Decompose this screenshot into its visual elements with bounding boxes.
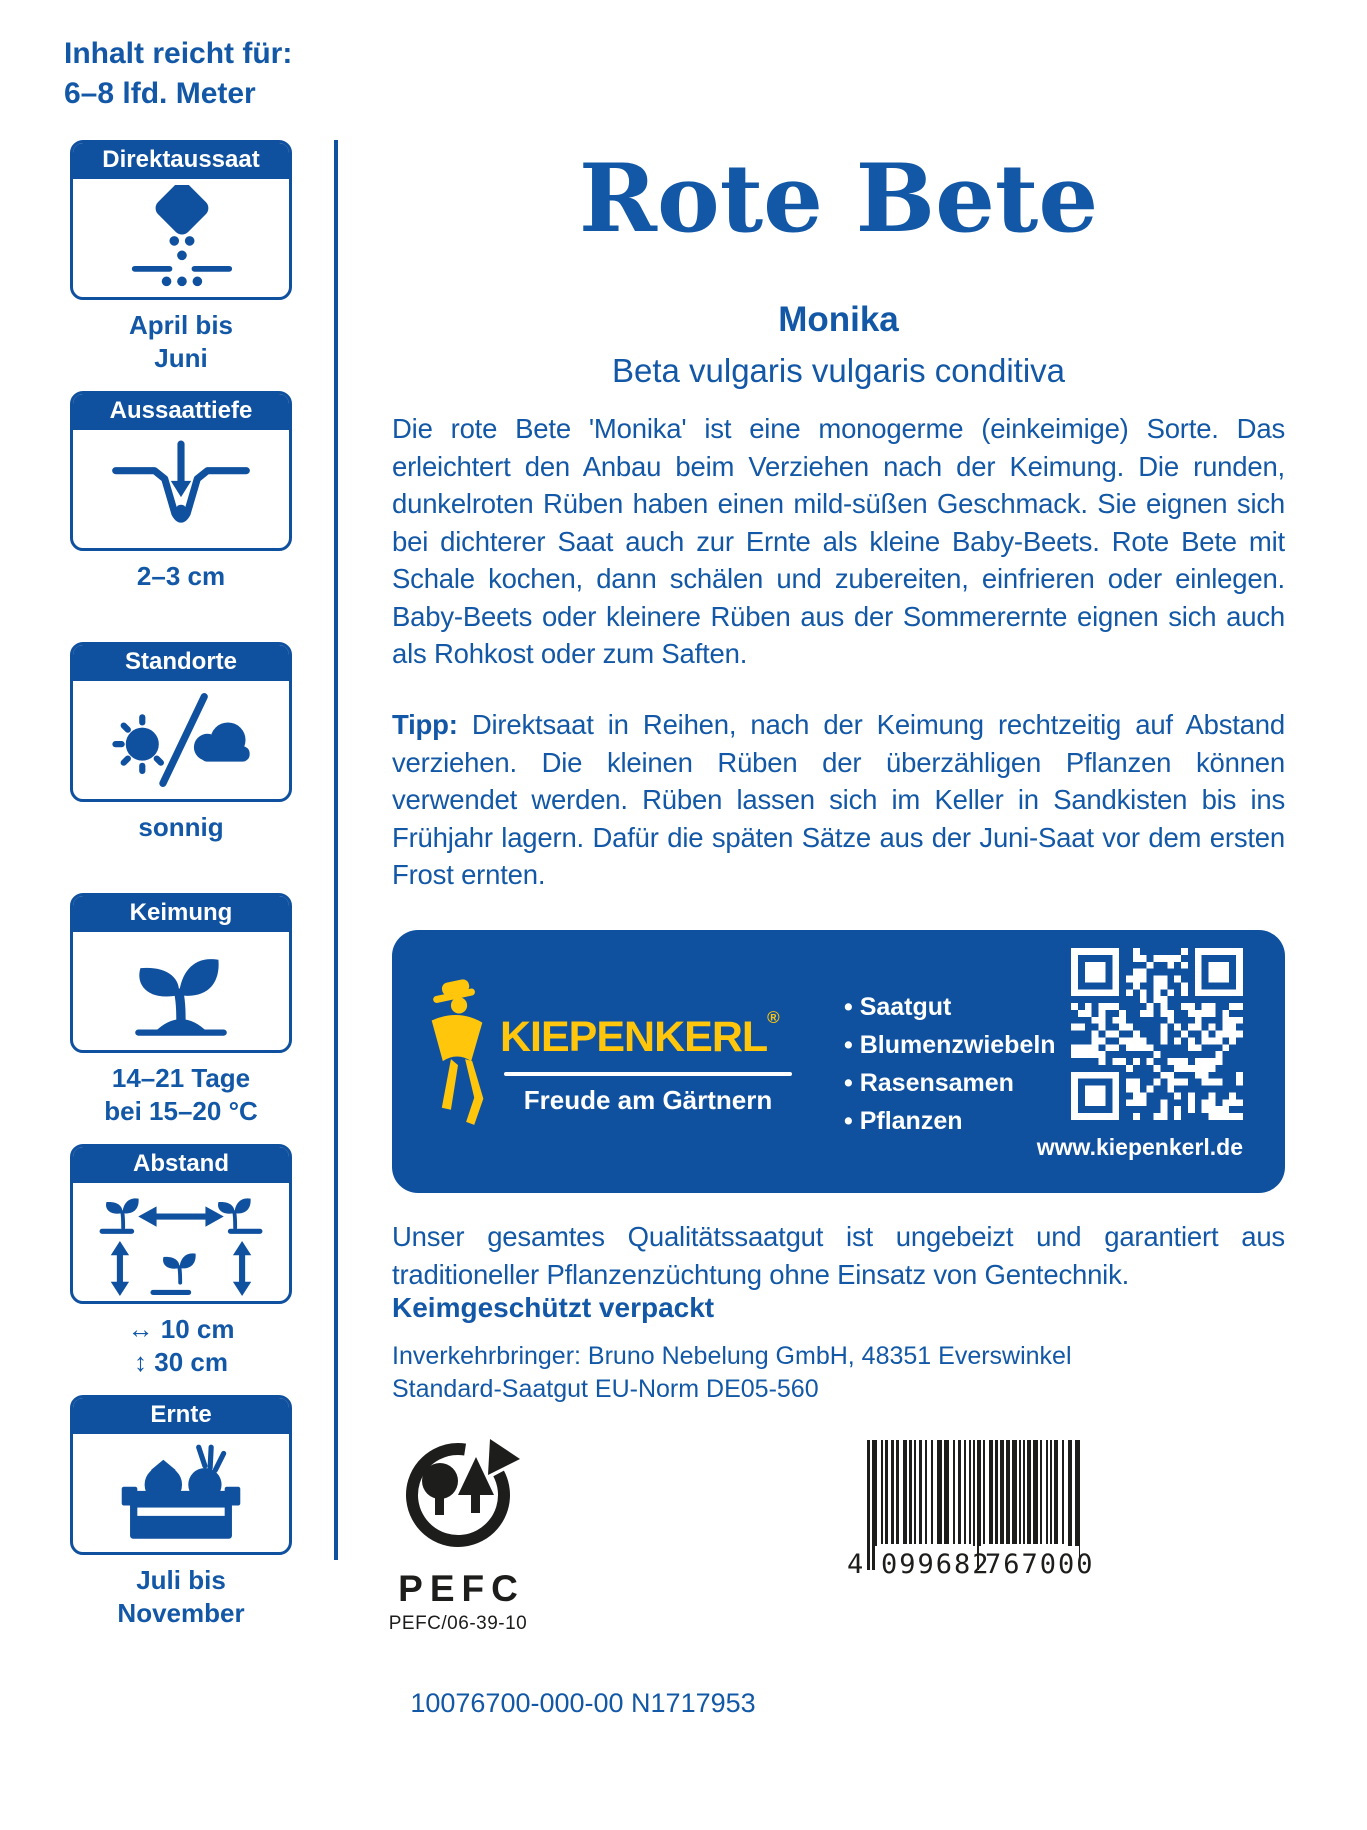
distributor-info [392,1340,1285,1406]
info-box-caption [70,560,292,593]
caption-line: ↔ 10 cm [127,1314,235,1344]
content-coverage-line2: 6–8 lfd. Meter [64,77,256,110]
growing-tip [392,706,1285,894]
info-box-aussaattiefe [70,391,292,642]
caption-line: ↕ 30 cm [134,1347,228,1377]
brand-tagline: Freude am Gärtnern [523,1085,773,1115]
tip-label: Tipp: [392,709,458,740]
info-box-caption [70,309,292,375]
pefc-code: PEFC/06-39-10 [388,1613,528,1634]
caption-line: November [117,1598,245,1628]
plant-spacing-icon [91,1186,271,1298]
barcode-digit-lead: 4 [847,1549,866,1580]
pefc-logo-icon [388,1437,528,1559]
icon-box [70,642,292,802]
product-title: Rote Bete [578,144,1099,254]
brand-website: www.kiepenkerl.de [1036,1134,1243,1160]
distributor-line2: Standard-Saatgut EU-Norm DE05-560 [392,1375,819,1403]
icon-area [73,1434,289,1552]
info-box-title: Standorte [73,645,289,681]
barcode-graphic [845,1440,1103,1590]
registered-mark: ® [767,1008,779,1027]
tip-text: Direktsaat in Reihen, nach der Keimung rechtzeitig auf Abstand verziehen. Die kleinen Rüben der überzähligen Pflanzen können verwendet werden. Rüben lassen sich im Keller in Sandkisten bis ins Frühjahr lagern. Dafür die späten Sätze aus der Juni-Saat vor dem ersten Frost ernten. [392,709,1285,890]
info-box-title: Direktaussaat [73,143,289,179]
product-description: Die rote Bete 'Monika' ist eine monogerme (einkeimige) Sorte. Das erleichtert den Anbau beim Verziehen nach der Keimung. Die runden, dunkelroten Rüben haben einen mild-süßen Geschmack. Sie eignen sich bei dichterer Saat auch zur Ernte als kleine Baby-Beets. Rote Bete mit Schale kochen, dann schälen und zubereiten, einfrieren oder einlegen. Baby-Beets oder kleinere Rüben aus der Sommerernte eignen sich auch als Rohkost oder zum Saften. [392,413,1285,669]
logo-underline [504,1072,792,1076]
info-box-title: Aussaattiefe [73,394,289,430]
logo-text: KIEPENKERL [500,1013,768,1061]
info-box-direktaussaat [70,140,292,391]
info-icon-column [70,140,292,1646]
list-item: • Saatgut [844,988,1056,1026]
info-box-title: Keimung [73,896,289,932]
pefc-certification [388,1437,528,1635]
icon-box [70,391,292,551]
icon-area [73,681,289,799]
caption-line: Juni [154,343,208,373]
caption-line: Juli bis [136,1565,226,1595]
barcode-digits-right: 767000 [985,1549,1095,1580]
icon-area [73,430,289,548]
info-box-caption [70,811,292,844]
list-item: • Pflanzen [844,1102,1056,1140]
icon-area [73,179,289,297]
caption-line: bei 15–20 °C [104,1096,258,1126]
list-item: • Rasensamen [844,1064,1056,1102]
kiepenkerl-figure-icon [420,978,494,1130]
qr-code [1071,948,1243,1120]
seed-sowing-icon [106,185,256,291]
caption-line: 2–3 cm [136,561,226,591]
info-box-standorte [70,642,292,893]
brand-banner [392,930,1285,1193]
info-box-caption [70,1062,292,1128]
distributor-line1: Inverkehrbringer: Bruno Nebelung GmbH, 48351 Everswinkel [392,1342,1072,1370]
vertical-divider [334,140,338,1560]
icon-box [70,1144,292,1304]
icon-area [73,1183,289,1301]
info-box-title: Abstand [73,1147,289,1183]
content-coverage-line1: Inhalt reicht für: [64,37,293,70]
caption-line: 14–21 Tage [111,1063,251,1093]
info-box-title: Ernte [73,1398,289,1434]
list-item: • Blumenzwiebeln [844,1026,1056,1064]
icon-box [70,1395,292,1555]
packaging-note: Keimgeschützt verpackt [392,1292,715,1323]
icon-box [70,893,292,1053]
sun-cloud-icon [101,691,261,789]
barcode-digits-left: 099682 [881,1549,991,1580]
info-box-keimung [70,893,292,1144]
icon-box [70,140,292,300]
product-category-list [844,988,1056,1140]
info-box-caption [70,1564,292,1630]
harvest-crate-icon [111,1441,251,1545]
caption-line: April bis [128,310,233,340]
content-coverage-note [64,34,292,114]
kiepenkerl-wordmark [500,1008,779,1062]
pefc-label: PEFC [398,1568,525,1609]
info-box-ernte [70,1395,292,1646]
batch-number: 10076700-000-00 N1717953 [410,1688,756,1718]
quality-statement: Unser gesamtes Qualitätssaatgut ist ungebeizt und garantiert aus traditioneller Pflanzenzüchtung ohne Einsatz von Gentechnik. [392,1221,1285,1290]
sowing-depth-icon [106,438,256,540]
caption-line: sonnig [138,812,224,842]
ean-barcode [845,1440,1103,1595]
sprout-icon [116,939,246,1043]
info-box-abstand [70,1144,292,1395]
variety-name: Monika [778,300,899,339]
info-box-caption [70,1313,292,1379]
icon-area [73,932,289,1050]
botanical-name: Beta vulgaris vulgaris conditiva [611,352,1066,389]
